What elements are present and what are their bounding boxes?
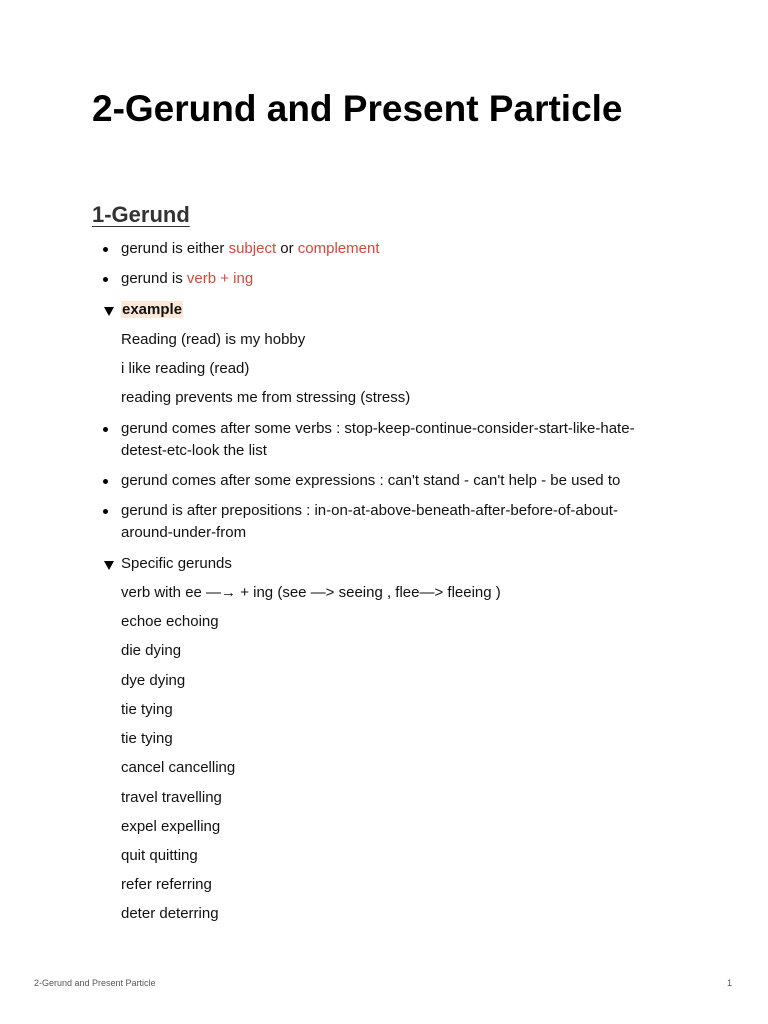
example-line: Reading (read) is my hobby <box>121 331 306 348</box>
specific-line: die dying <box>121 642 182 659</box>
page-title: 2-Gerund and Present Particle <box>92 88 623 129</box>
specific-line: dye dying <box>121 672 186 689</box>
toggle-triangle-icon[interactable] <box>104 561 114 570</box>
list-item: gerund is verb + ing <box>121 270 254 287</box>
list-item: gerund comes after some expressions : can't stand - can't help - be used to <box>121 472 621 489</box>
example-label: example <box>122 301 183 318</box>
specific-line: echoe echoing <box>121 613 219 630</box>
bullet-dot <box>103 277 108 282</box>
highlight-subject: subject <box>228 240 277 257</box>
page-number: 1 <box>727 978 733 988</box>
highlight-verb-ing: verb + ing <box>186 270 254 287</box>
specific-line: travel travelling <box>121 789 222 806</box>
example-line: reading prevents me from stressing (stress) <box>121 389 411 406</box>
specific-toggle[interactable]: Specific gerunds <box>121 555 232 572</box>
bullet-dot <box>103 427 108 432</box>
bullet-dot <box>103 479 108 484</box>
example-line: i like reading (read) <box>121 360 250 377</box>
specific-line: verb with ee —→ + ing (see —> seeing , flee—> fleeing ) <box>121 584 501 601</box>
footer-title: 2-Gerund and Present Particle <box>34 978 156 988</box>
list-item: gerund comes after some verbs : stop-keep-continue-consider-start-like-hate-detest-etc-look the list <box>121 420 635 459</box>
specific-line: deter deterring <box>121 905 219 922</box>
section-heading: 1-Gerund <box>92 202 190 227</box>
highlight-complement: complement <box>297 240 380 257</box>
toggle-triangle-icon[interactable] <box>104 307 114 316</box>
specific-line: refer referring <box>121 876 212 893</box>
specific-line: cancel cancelling <box>121 759 236 776</box>
example-toggle[interactable] <box>121 299 661 321</box>
bullet-dot <box>103 247 108 252</box>
list-item: gerund is either subject or complement <box>121 240 380 257</box>
specific-line: tie tying <box>121 701 173 718</box>
list-item: gerund is after prepositions : in-on-at-above-beneath-after-before-of-about-around-under-from <box>121 502 618 541</box>
specific-line: expel expelling <box>121 818 221 835</box>
bullet-dot <box>103 509 108 514</box>
specific-line: quit quitting <box>121 847 198 864</box>
specific-line: tie tying <box>121 730 173 747</box>
